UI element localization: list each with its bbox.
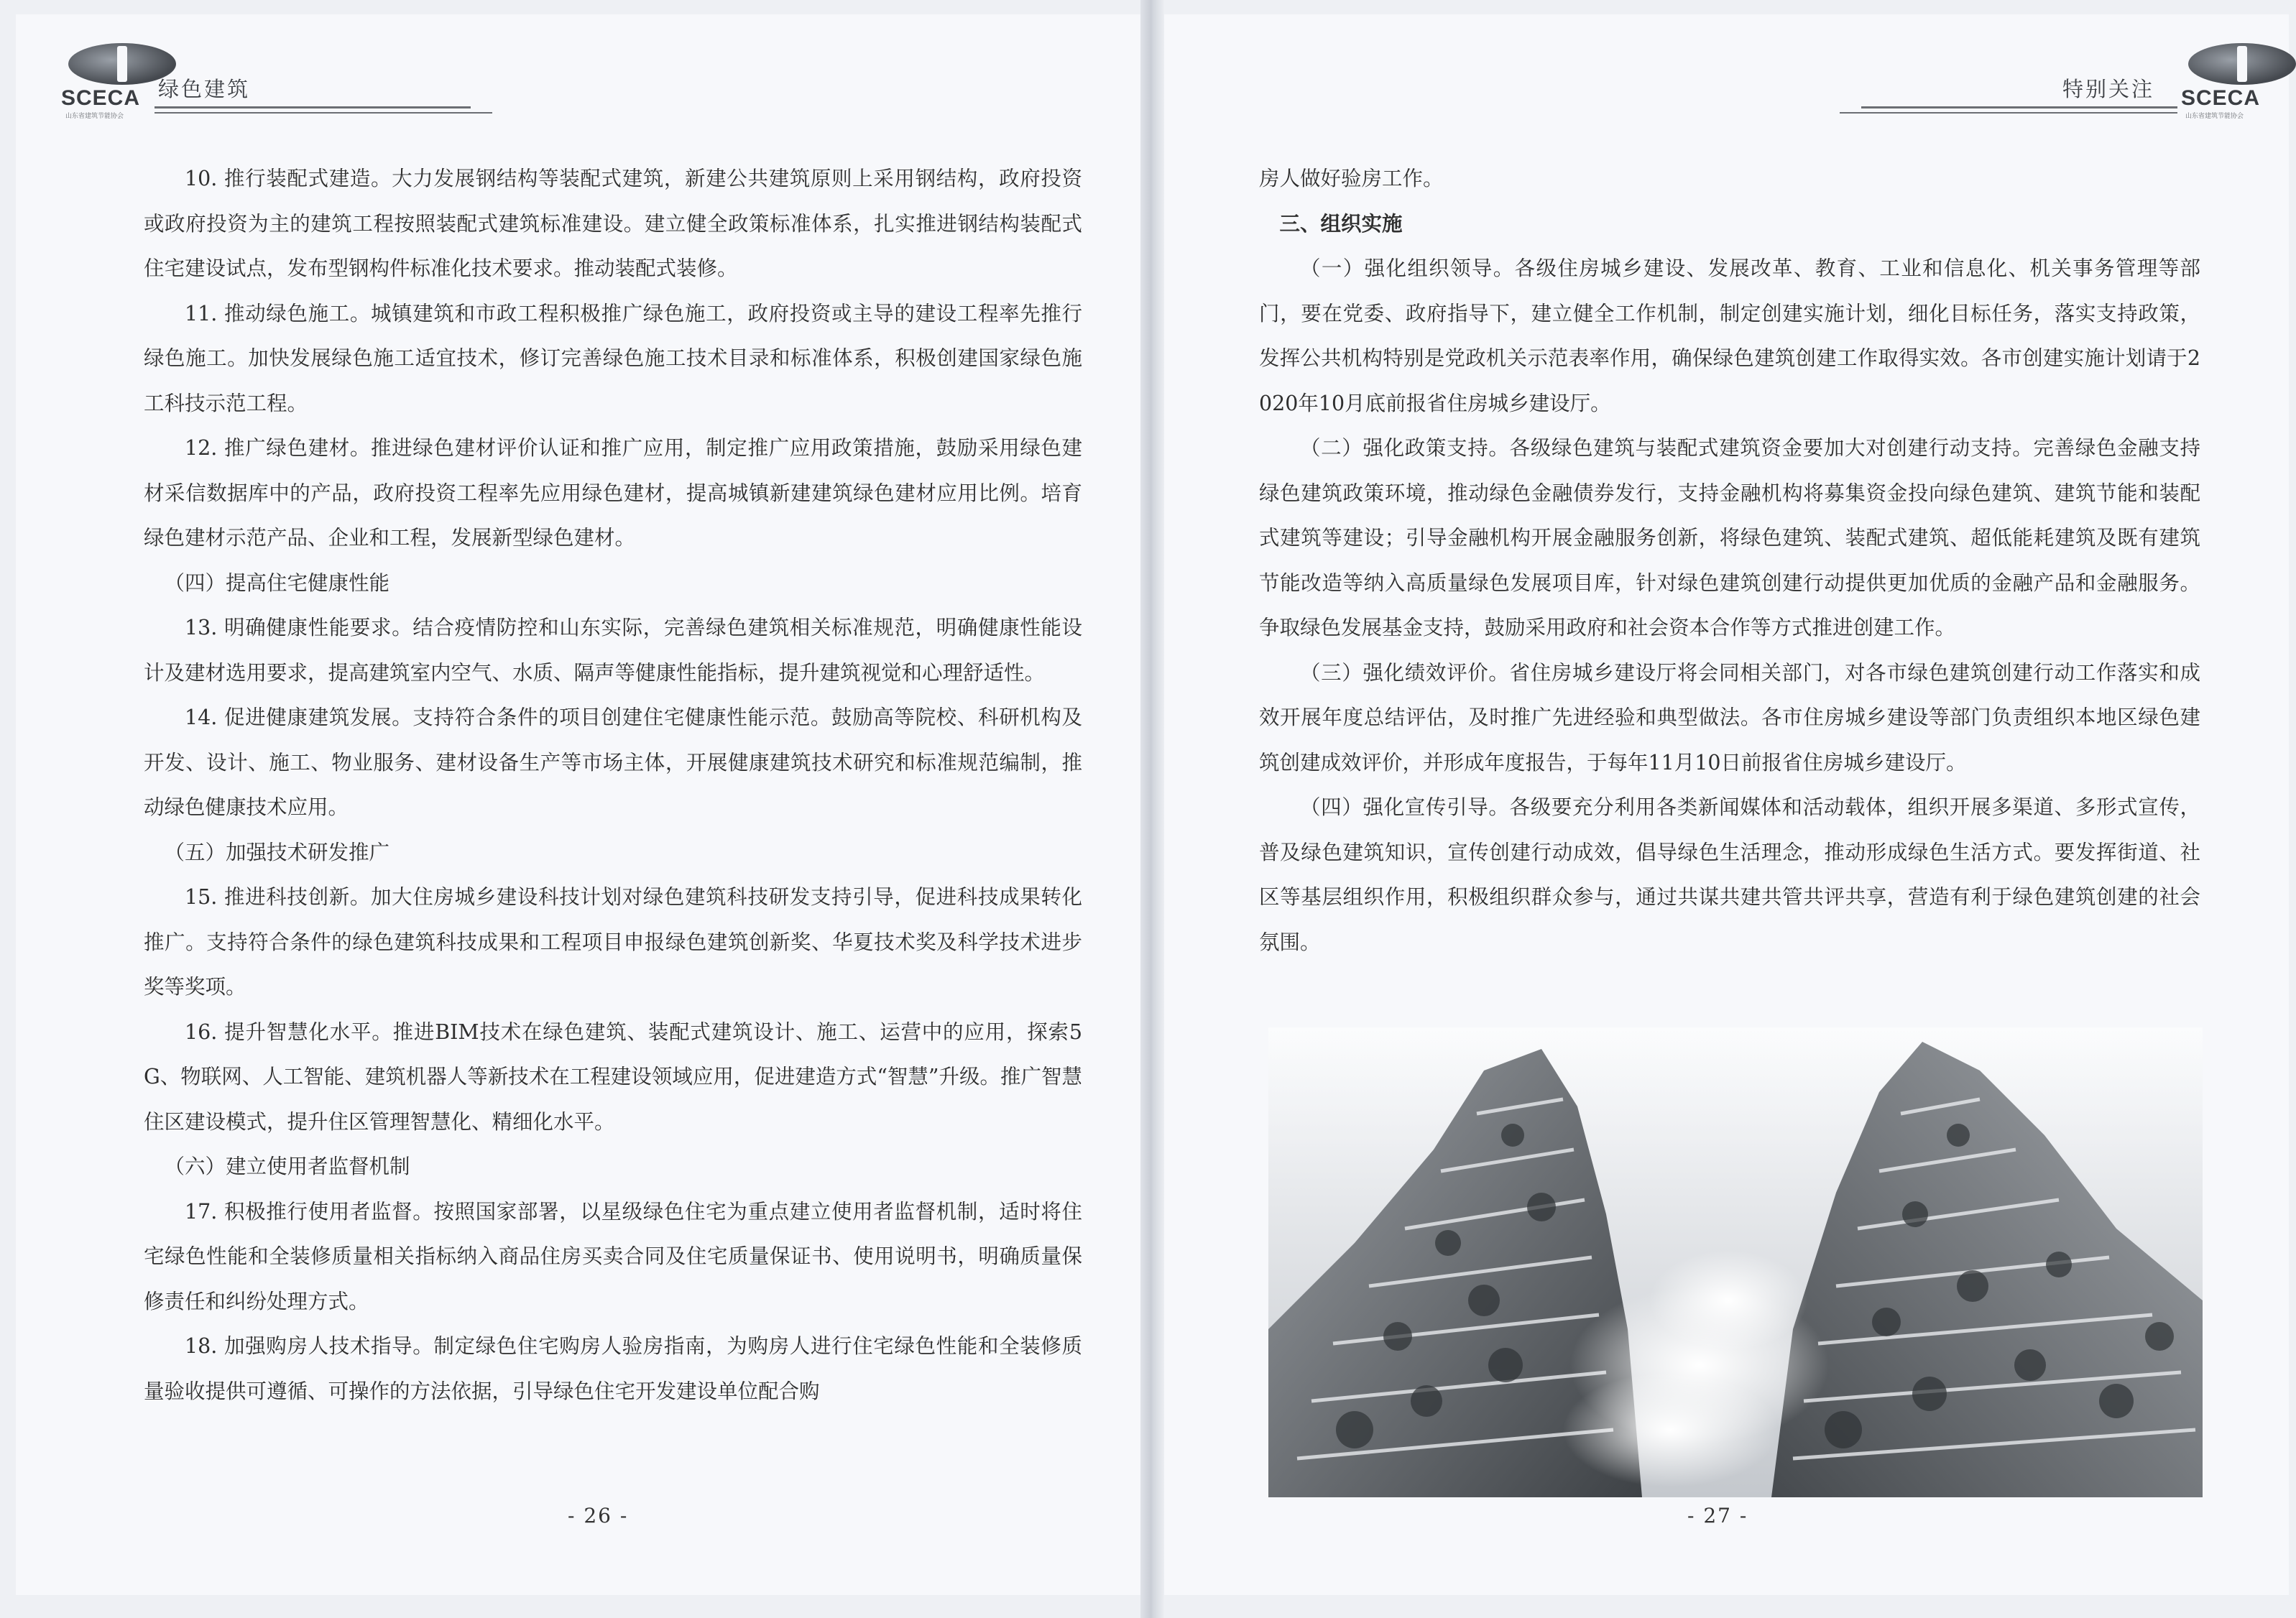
section-title: 特别关注 bbox=[2062, 77, 2155, 101]
left-body bbox=[144, 157, 1082, 1414]
logo-text: SCECA bbox=[2181, 86, 2261, 110]
paragraph: 10. 推行装配式建造。大力发展钢结构等装配式建筑，新建公共建筑原则上采用钢结构，政府投资或政府投资为主的建筑工程按照装配式建筑标准建设。建立健全政策标准体系，扎实推进钢结构装配式住宅建设试点，发布型钢构件标准化技术要求。推动装配式装修。 bbox=[144, 167, 1082, 280]
section-title: 绿色建筑 bbox=[158, 77, 251, 101]
logo-subtitle: 山东省建筑节能协会 bbox=[2185, 112, 2244, 119]
vertical-forest-photo bbox=[1268, 1027, 2203, 1497]
logo-subtitle: 山东省建筑节能协会 bbox=[65, 112, 124, 119]
tower-illustration bbox=[1268, 1027, 2203, 1497]
spine-gutter bbox=[1140, 0, 1164, 1618]
paragraph: 14. 促进健康建筑发展。支持符合条件的项目创建住宅健康性能示范。鼓励高等院校、科研机构及开发、设计、施工、物业服务、建材设备生产等市场主体，开展健康建筑技术研究和标准规范编制，推动绿色健康技术应用。 bbox=[144, 706, 1082, 819]
paragraph: 17. 积极推行使用者监督。按照国家部署，以星级绿色住宅为重点建立使用者监督机制，适时将住宅绿色性能和全装修质量相关指标纳入商品住房买卖合同及住宅质量保证书、使用说明书，明确质量保修责任和纠纷处理方式。 bbox=[144, 1199, 1082, 1313]
subheading: （五）加强技术研发推广 bbox=[164, 840, 390, 864]
page-number: - 27 - bbox=[1687, 1504, 1748, 1527]
subheading: （四）提高住宅健康性能 bbox=[164, 570, 390, 595]
logo-bar bbox=[117, 46, 127, 82]
logo-text: SCECA bbox=[61, 86, 141, 110]
paragraph: （一）强化组织领导。各级住房城乡建设、发展改革、教育、工业和信息化、机关事务管理等部门，要在党委、政府指导下，建立健全工作机制，制定创建实施计划，细化目标任务，落实支持政策，发挥公共机构特别是党政机关示范表率作用，确保绿色建筑创建工作取得实效。各市创建实施计划请于2020年10月底前报省住房城乡建设厅。 bbox=[1259, 256, 2200, 415]
header-rule-thin bbox=[1840, 112, 2177, 114]
right-body bbox=[1259, 157, 2200, 965]
left-header bbox=[32, 43, 492, 122]
paragraph: 18. 加强购房人技术指导。制定绿色住宅购房人验房指南，为购房人进行住宅绿色性能和全装修质量验收提供可遵循、可操作的方法依据，引导绿色住宅开发建设单位配合购 bbox=[144, 1334, 1082, 1403]
sceca-logo bbox=[2181, 43, 2296, 119]
right-header bbox=[1847, 43, 2292, 122]
paragraph-continuation: 房人做好验房工作。 bbox=[1259, 167, 1444, 190]
page-number: - 26 - bbox=[568, 1504, 629, 1527]
logo-bar bbox=[2237, 46, 2247, 82]
header-rule-thin bbox=[155, 112, 492, 114]
header-rule bbox=[155, 106, 471, 108]
paragraph: 16. 提升智慧化水平。推进BIM技术在绿色建筑、装配式建筑设计、施工、运营中的应用，探索5G、物联网、人工智能、建筑机器人等新技术在工程建设领域应用，促进建造方式“智慧”升级。推广智慧住区建设模式，提升住区管理智慧化、精细化水平。 bbox=[144, 1020, 1082, 1134]
section-heading: 三、组织实施 bbox=[1279, 211, 1403, 236]
paragraph: （四）强化宣传引导。各级要充分利用各类新闻媒体和活动载体，组织开展多渠道、多形式宣传，普及绿色建筑知识，宣传创建行动成效，倡导绿色生活理念，推动形成绿色生活方式。要发挥街道、社区等基层组织作用，积极组织群众参与，通过共谋共建共管共评共享，营造有利于绿色建筑创建的社会氛围。 bbox=[1259, 795, 2200, 954]
paragraph: 12. 推广绿色建材。推进绿色建材评价认证和推广应用，制定推广应用政策措施，鼓励采用绿色建材采信数据库中的产品，政府投资工程率先应用绿色建材，提高城镇新建建筑绿色建材应用比例。培育绿色建材示范产品、企业和工程，发展新型绿色建材。 bbox=[144, 436, 1082, 550]
header-rule bbox=[1861, 106, 2177, 108]
paragraph: （三）强化绩效评价。省住房城乡建设厅将会同相关部门，对各市绿色建筑创建行动工作落实和成效开展年度总结评估，及时推广先进经验和典型做法。各市住房城乡建设等部门负责组织本地区绿色建筑创建成效评价，并形成年度报告，于每年11月10日前报省住房城乡建设厅。 bbox=[1259, 660, 2200, 775]
subheading: （六）建立使用者监督机制 bbox=[164, 1155, 410, 1178]
paragraph: （二）强化政策支持。各级绿色建筑与装配式建筑资金要加大对创建行动支持。完善绿色金融支持绿色建筑政策环境，推动绿色金融债券发行，支持金融机构将募集资金投向绿色建筑、建筑节能和装配式建筑等建设；引导金融机构开展金融服务创新，将绿色建筑、装配式建筑、超低能耗建筑及既有建筑节能改造等纳入高质量绿色发展项目库，针对绿色建筑创建行动提供更加优质的金融产品和金融服务。争取绿色发展基金支持，鼓励采用政府和社会资本合作等方式推进创建工作。 bbox=[1259, 436, 2200, 639]
paragraph: 13. 明确健康性能要求。结合疫情防控和山东实际，完善绿色建筑相关标准规范，明确健康性能设计及建材选用要求，提高建筑室内空气、水质、隔声等健康性能指标，提升建筑视觉和心理舒适性。 bbox=[144, 616, 1082, 685]
paragraph: 15. 推进科技创新。加大住房城乡建设科技计划对绿色建筑科技研发支持引导，促进科技成果转化推广。支持符合条件的绿色建筑科技成果和工程项目申报绿色建筑创新奖、华夏技术奖及科学技术进步奖等奖项。 bbox=[144, 885, 1082, 999]
paragraph: 11. 推动绿色施工。城镇建筑和市政工程积极推广绿色施工，政府投资或主导的建设工程率先推行绿色施工。加快发展绿色施工适宜技术，修订完善绿色施工技术目录和标准体系，积极创建国家绿色施工科技示范工程。 bbox=[144, 301, 1082, 415]
